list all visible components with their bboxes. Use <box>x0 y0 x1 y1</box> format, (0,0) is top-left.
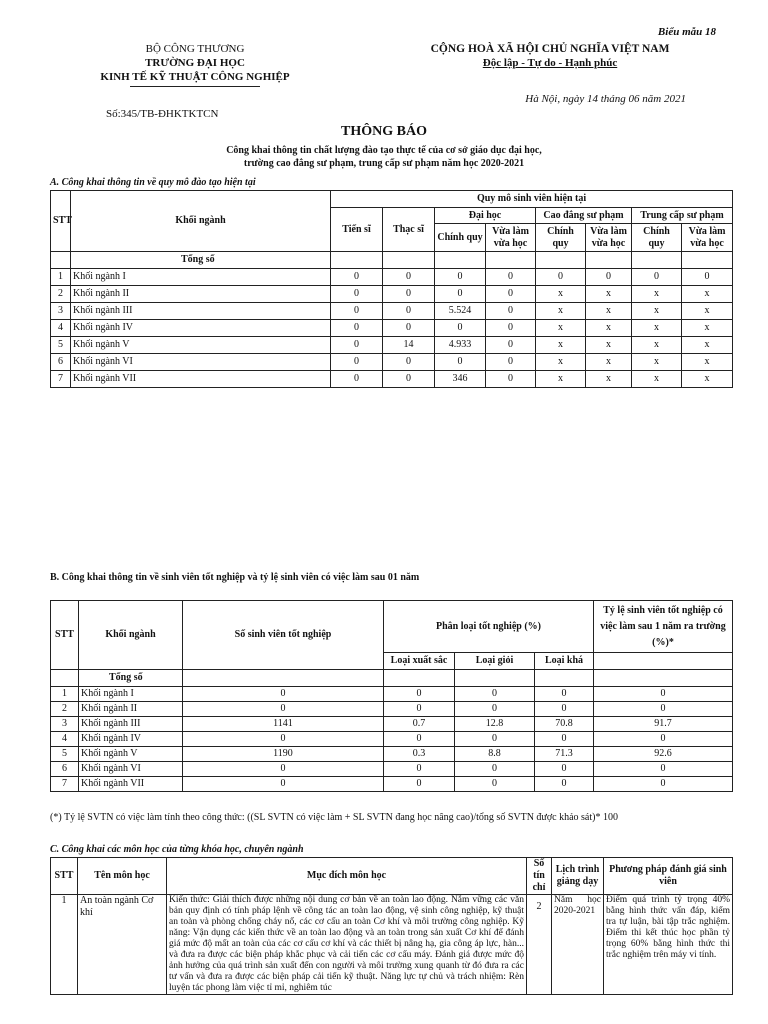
row-method: Điểm quá trình tỷ trọng 40% bằng hình thức vấn đáp, kiểm tra tự luận, bài tập trắc nghiệm. Điểm thi kết thúc học phần tỷ trọng 60% bằng hình thức thi trắc nghiệm trên máy vi tính. <box>604 895 733 995</box>
row-stt: 2 <box>51 286 71 303</box>
row-value: x <box>586 337 632 354</box>
row-value: x <box>682 320 733 337</box>
row-stt: 5 <box>51 747 79 762</box>
row-value: 0 <box>331 354 383 371</box>
row-value: 0 <box>331 337 383 354</box>
section-b-table <box>50 600 733 792</box>
table-row <box>51 337 733 354</box>
row-value: x <box>536 337 586 354</box>
row-stt: 3 <box>51 717 79 732</box>
page-subtitle <box>0 144 768 170</box>
row-stt: 2 <box>51 702 79 717</box>
table-row <box>51 320 733 337</box>
row-khoi-nganh: Khối ngành V <box>71 337 331 354</box>
row-value: 0 <box>535 687 594 702</box>
row-value: 0.7 <box>384 717 455 732</box>
col-stt: STT <box>51 191 71 252</box>
row-value: 0 <box>384 777 455 792</box>
national-motto: Độc lập - Tự do - Hạnh phúc <box>482 57 618 69</box>
row-value: x <box>682 286 733 303</box>
row-value: 0 <box>435 286 486 303</box>
row-khoi-nganh: Khối ngành VI <box>71 354 331 371</box>
table-row <box>51 303 733 320</box>
row-stt: 1 <box>51 269 71 286</box>
row-value: 0 <box>383 303 435 320</box>
row-value: x <box>632 354 682 371</box>
table-row <box>51 371 733 388</box>
row-stt: 1 <box>51 687 79 702</box>
document-date: Hà Nội, ngày 14 tháng 06 năm 2021 <box>525 93 686 105</box>
col-dai-hoc: Đại học <box>435 208 536 224</box>
header-left <box>70 42 320 87</box>
row-value: 92.6 <box>594 747 733 762</box>
table-row <box>51 762 733 777</box>
row-value: 346 <box>435 371 486 388</box>
row-value: x <box>632 320 682 337</box>
row-value: 0 <box>383 320 435 337</box>
row-value: 0 <box>535 777 594 792</box>
row-value: x <box>682 303 733 320</box>
row-value: x <box>682 354 733 371</box>
row-value: 91.7 <box>594 717 733 732</box>
col-b-so-sv: Số sinh viên tốt nghiệp <box>183 601 384 670</box>
row-value: 5.524 <box>435 303 486 320</box>
row-value: 0 <box>535 702 594 717</box>
row-value: 0 <box>535 732 594 747</box>
row-value: 0 <box>384 702 455 717</box>
col-c-stt: STT <box>51 858 78 895</box>
row-value: 0 <box>435 269 486 286</box>
row-value: 0 <box>383 286 435 303</box>
table-row <box>51 354 733 371</box>
col-dh-chinh-quy: Chính quy <box>435 224 486 252</box>
row-value: x <box>586 371 632 388</box>
row-value: 0 <box>486 286 536 303</box>
row-value: 0 <box>384 687 455 702</box>
col-c-phuong-phap: Phương pháp đánh giá sinh viên <box>604 858 733 895</box>
row-khoi-nganh: Khối ngành VII <box>71 371 331 388</box>
row-value: 0 <box>486 303 536 320</box>
school-name-line1: TRƯỜNG ĐẠI HỌC <box>145 57 245 69</box>
row-value: 0 <box>384 762 455 777</box>
row-value: 0 <box>331 320 383 337</box>
col-tc-chinh-quy: Chính quy <box>632 224 682 252</box>
col-c-ten-mon: Tên môn học <box>78 858 167 895</box>
section-a-table <box>50 190 733 388</box>
row-schedule: Năm học 2020-2021 <box>552 895 604 995</box>
table-row <box>51 702 733 717</box>
row-khoi-nganh: Khối ngành VI <box>79 762 183 777</box>
row-value: 0.3 <box>384 747 455 762</box>
total-row <box>51 252 733 269</box>
row-khoi-nganh: Khối ngành III <box>79 717 183 732</box>
col-b-kha: Loại khá <box>535 653 594 670</box>
col-trung-cap: Trung cấp sư phạm <box>632 208 733 224</box>
row-value: 0 <box>384 732 455 747</box>
row-value: x <box>632 303 682 320</box>
row-value: 0 <box>486 337 536 354</box>
row-khoi-nganh: Khối ngành I <box>79 687 183 702</box>
col-b-xuat-sac: Loại xuất sắc <box>384 653 455 670</box>
row-value: 0 <box>536 269 586 286</box>
section-c-table <box>50 857 733 995</box>
table-row <box>51 269 733 286</box>
row-khoi-nganh: Khối ngành II <box>79 702 183 717</box>
row-value: 0 <box>455 687 535 702</box>
row-course-name: An toàn ngành Cơ khí <box>78 895 167 995</box>
row-value: 0 <box>383 371 435 388</box>
row-value: 0 <box>331 286 383 303</box>
row-value: 0 <box>455 732 535 747</box>
col-khoi-nganh: Khối ngành <box>71 191 331 252</box>
row-value: x <box>536 286 586 303</box>
row-value: 0 <box>455 777 535 792</box>
row-value: x <box>682 371 733 388</box>
row-stt: 6 <box>51 354 71 371</box>
col-quy-mo: Quy mô sinh viên hiện tại <box>331 191 733 208</box>
row-value: 0 <box>435 354 486 371</box>
row-value: 0 <box>455 702 535 717</box>
col-tc-vlvh: Vừa làm vừa học <box>682 224 733 252</box>
row-value: 0 <box>331 371 383 388</box>
subtitle-line1: Công khai thông tin chất lượng đào tạo thực tế của cơ sở giáo dục đại học, <box>226 145 542 156</box>
row-value: 0 <box>383 354 435 371</box>
row-khoi-nganh: Khối ngành IV <box>79 732 183 747</box>
row-value: 0 <box>486 269 536 286</box>
row-value: 1190 <box>183 747 384 762</box>
row-stt: 5 <box>51 337 71 354</box>
row-khoi-nganh: Khối ngành III <box>71 303 331 320</box>
row-value: 0 <box>632 269 682 286</box>
row-stt: 7 <box>51 371 71 388</box>
row-stt: 3 <box>51 303 71 320</box>
col-b-stt: STT <box>51 601 79 670</box>
row-stt: 4 <box>51 320 71 337</box>
col-c-lich-trinh: Lịch trình giảng dạy <box>552 858 604 895</box>
row-khoi-nganh: Khối ngành IV <box>71 320 331 337</box>
col-cd-chinh-quy: Chính quy <box>536 224 586 252</box>
row-value: 0 <box>331 269 383 286</box>
table-row <box>51 747 733 762</box>
row-value: x <box>536 354 586 371</box>
subtitle-line2: trường cao đẳng sư phạm, trung cấp sư phạm năm học 2020-2021 <box>243 158 525 169</box>
row-value: x <box>682 337 733 354</box>
col-c-muc-dich: Mục đích môn học <box>167 858 527 895</box>
country-name: CỘNG HOÀ XÃ HỘI CHỦ NGHĨA VIỆT NAM <box>430 43 670 55</box>
col-cao-dang: Cao đẳng sư phạm <box>536 208 632 224</box>
col-b-phan-loai: Phân loại tốt nghiệp (%) <box>384 601 594 653</box>
section-c-heading: C. Công khai các môn học của từng khóa học, chuyên ngành <box>50 844 304 855</box>
header-left-divider <box>130 86 260 87</box>
row-value: 0 <box>594 762 733 777</box>
row-khoi-nganh: Khối ngành V <box>79 747 183 762</box>
row-value: 12.8 <box>455 717 535 732</box>
row-value: 0 <box>183 687 384 702</box>
page-title: THÔNG BÁO <box>341 124 427 139</box>
row-value: 0 <box>486 320 536 337</box>
col-b-ty-le: Tỷ lệ sinh viên tốt nghiệp có việc làm sau 1 năm ra trường (%)* <box>594 601 733 653</box>
row-value: x <box>632 371 682 388</box>
row-value: 4.933 <box>435 337 486 354</box>
header-right <box>400 42 700 70</box>
row-value: 0 <box>682 269 733 286</box>
doc-number: Số:345/TB-ĐHKTKTCN <box>106 108 219 120</box>
col-b-gioi: Loại giỏi <box>455 653 535 670</box>
row-value: x <box>586 354 632 371</box>
row-stt: 1 <box>51 895 78 995</box>
row-khoi-nganh: Khối ngành VII <box>79 777 183 792</box>
row-value: 71.3 <box>535 747 594 762</box>
row-value: 70.8 <box>535 717 594 732</box>
row-value: 0 <box>594 702 733 717</box>
row-course-purpose: Kiến thức: Giải thích được những nội dung cơ bản về an toàn lao động. Nắm vững các văn bản quy định có tính pháp lệnh về công tác an toàn lao động, vệ sinh công nghiệp, kỹ thuật an toàn và phòng chống cháy nổ, các cơ cấu an toàn Cơ khí và môi trường công nghiệp. Kỹ năng: Vận dụng các kiến thức về an toàn lao động và an toàn trong sản xuất Cơ khí để đánh giá mức độ mất an toàn của các cơ cấu cơ khí và các thiết bị nâng hạ, gia công áp lực, hàn... và đưa ra được các biện pháp khắc phục và cải tiến các cơ cấu máy. Đánh giá được mức độ ảnh hưởng của quá trình sản xuất đến con người và môi trường xung quanh từ đó đưa ra các tư vấn và đưa ra được các biện pháp cải tiến kỹ thuật. Năng lực tự chủ và trách nhiệm: Rèn luyện tác phong làm việc tỉ mỉ, nghiêm túc <box>167 895 527 995</box>
table-row <box>51 777 733 792</box>
row-value: 1141 <box>183 717 384 732</box>
row-value: 0 <box>486 371 536 388</box>
row-value: x <box>632 337 682 354</box>
row-stt: 7 <box>51 777 79 792</box>
table-row <box>51 895 733 995</box>
row-value: 0 <box>486 354 536 371</box>
row-value: x <box>536 303 586 320</box>
row-value: 0 <box>383 269 435 286</box>
col-thac-si: Thạc sĩ <box>383 208 435 252</box>
school-name-line2: KINH TẾ KỸ THUẬT CÔNG NGHIỆP <box>100 71 290 83</box>
row-value: 0 <box>594 687 733 702</box>
row-value: 0 <box>183 732 384 747</box>
row-value: x <box>586 286 632 303</box>
col-dh-vlvh: Vừa làm vừa học <box>486 224 536 252</box>
section-b-footnote: (*) Tỷ lệ SVTN có việc làm tính theo công thức: ((SL SVTN có việc làm + SL SVTN đang học nâng cao)/tổng số SVTN được khảo sát)* 100 <box>50 812 618 823</box>
table-row <box>51 717 733 732</box>
row-value: x <box>586 320 632 337</box>
row-khoi-nganh: Khối ngành I <box>71 269 331 286</box>
row-value: 0 <box>586 269 632 286</box>
section-a-heading: A. Công khai thông tin về quy mô đào tạo hiện tại <box>50 177 256 188</box>
table-row <box>51 286 733 303</box>
row-stt: 4 <box>51 732 79 747</box>
row-stt: 6 <box>51 762 79 777</box>
b-total-row <box>51 670 733 687</box>
form-label: Biểu mẫu 18 <box>657 26 716 38</box>
row-value: 0 <box>455 762 535 777</box>
row-value: x <box>632 286 682 303</box>
col-b-khoi-nganh: Khối ngành <box>79 601 183 670</box>
row-value: 0 <box>435 320 486 337</box>
col-tien-si: Tiến sĩ <box>331 208 383 252</box>
row-value: x <box>536 320 586 337</box>
table-row <box>51 687 733 702</box>
row-value: 0 <box>183 762 384 777</box>
row-credits: 2 <box>527 895 552 995</box>
total-label: Tổng số <box>71 252 331 269</box>
row-value: 0 <box>594 777 733 792</box>
b-total-label: Tổng số <box>79 670 183 687</box>
table-row <box>51 732 733 747</box>
row-value: 0 <box>183 777 384 792</box>
row-value: x <box>586 303 632 320</box>
col-cd-vlvh: Vừa làm vừa học <box>586 224 632 252</box>
row-value: 14 <box>383 337 435 354</box>
row-value: 0 <box>594 732 733 747</box>
row-value: x <box>536 371 586 388</box>
row-value: 0 <box>331 303 383 320</box>
col-c-so-tin-chi: Số tín chỉ <box>527 858 552 895</box>
row-value: 8.8 <box>455 747 535 762</box>
row-khoi-nganh: Khối ngành II <box>71 286 331 303</box>
row-value: 0 <box>183 702 384 717</box>
section-b-heading: B. Công khai thông tin về sinh viên tốt nghiệp và tỷ lệ sinh viên có việc làm sau 01 năm <box>50 572 420 583</box>
ministry-name: BỘ CÔNG THƯƠNG <box>145 43 245 55</box>
row-value: 0 <box>535 762 594 777</box>
